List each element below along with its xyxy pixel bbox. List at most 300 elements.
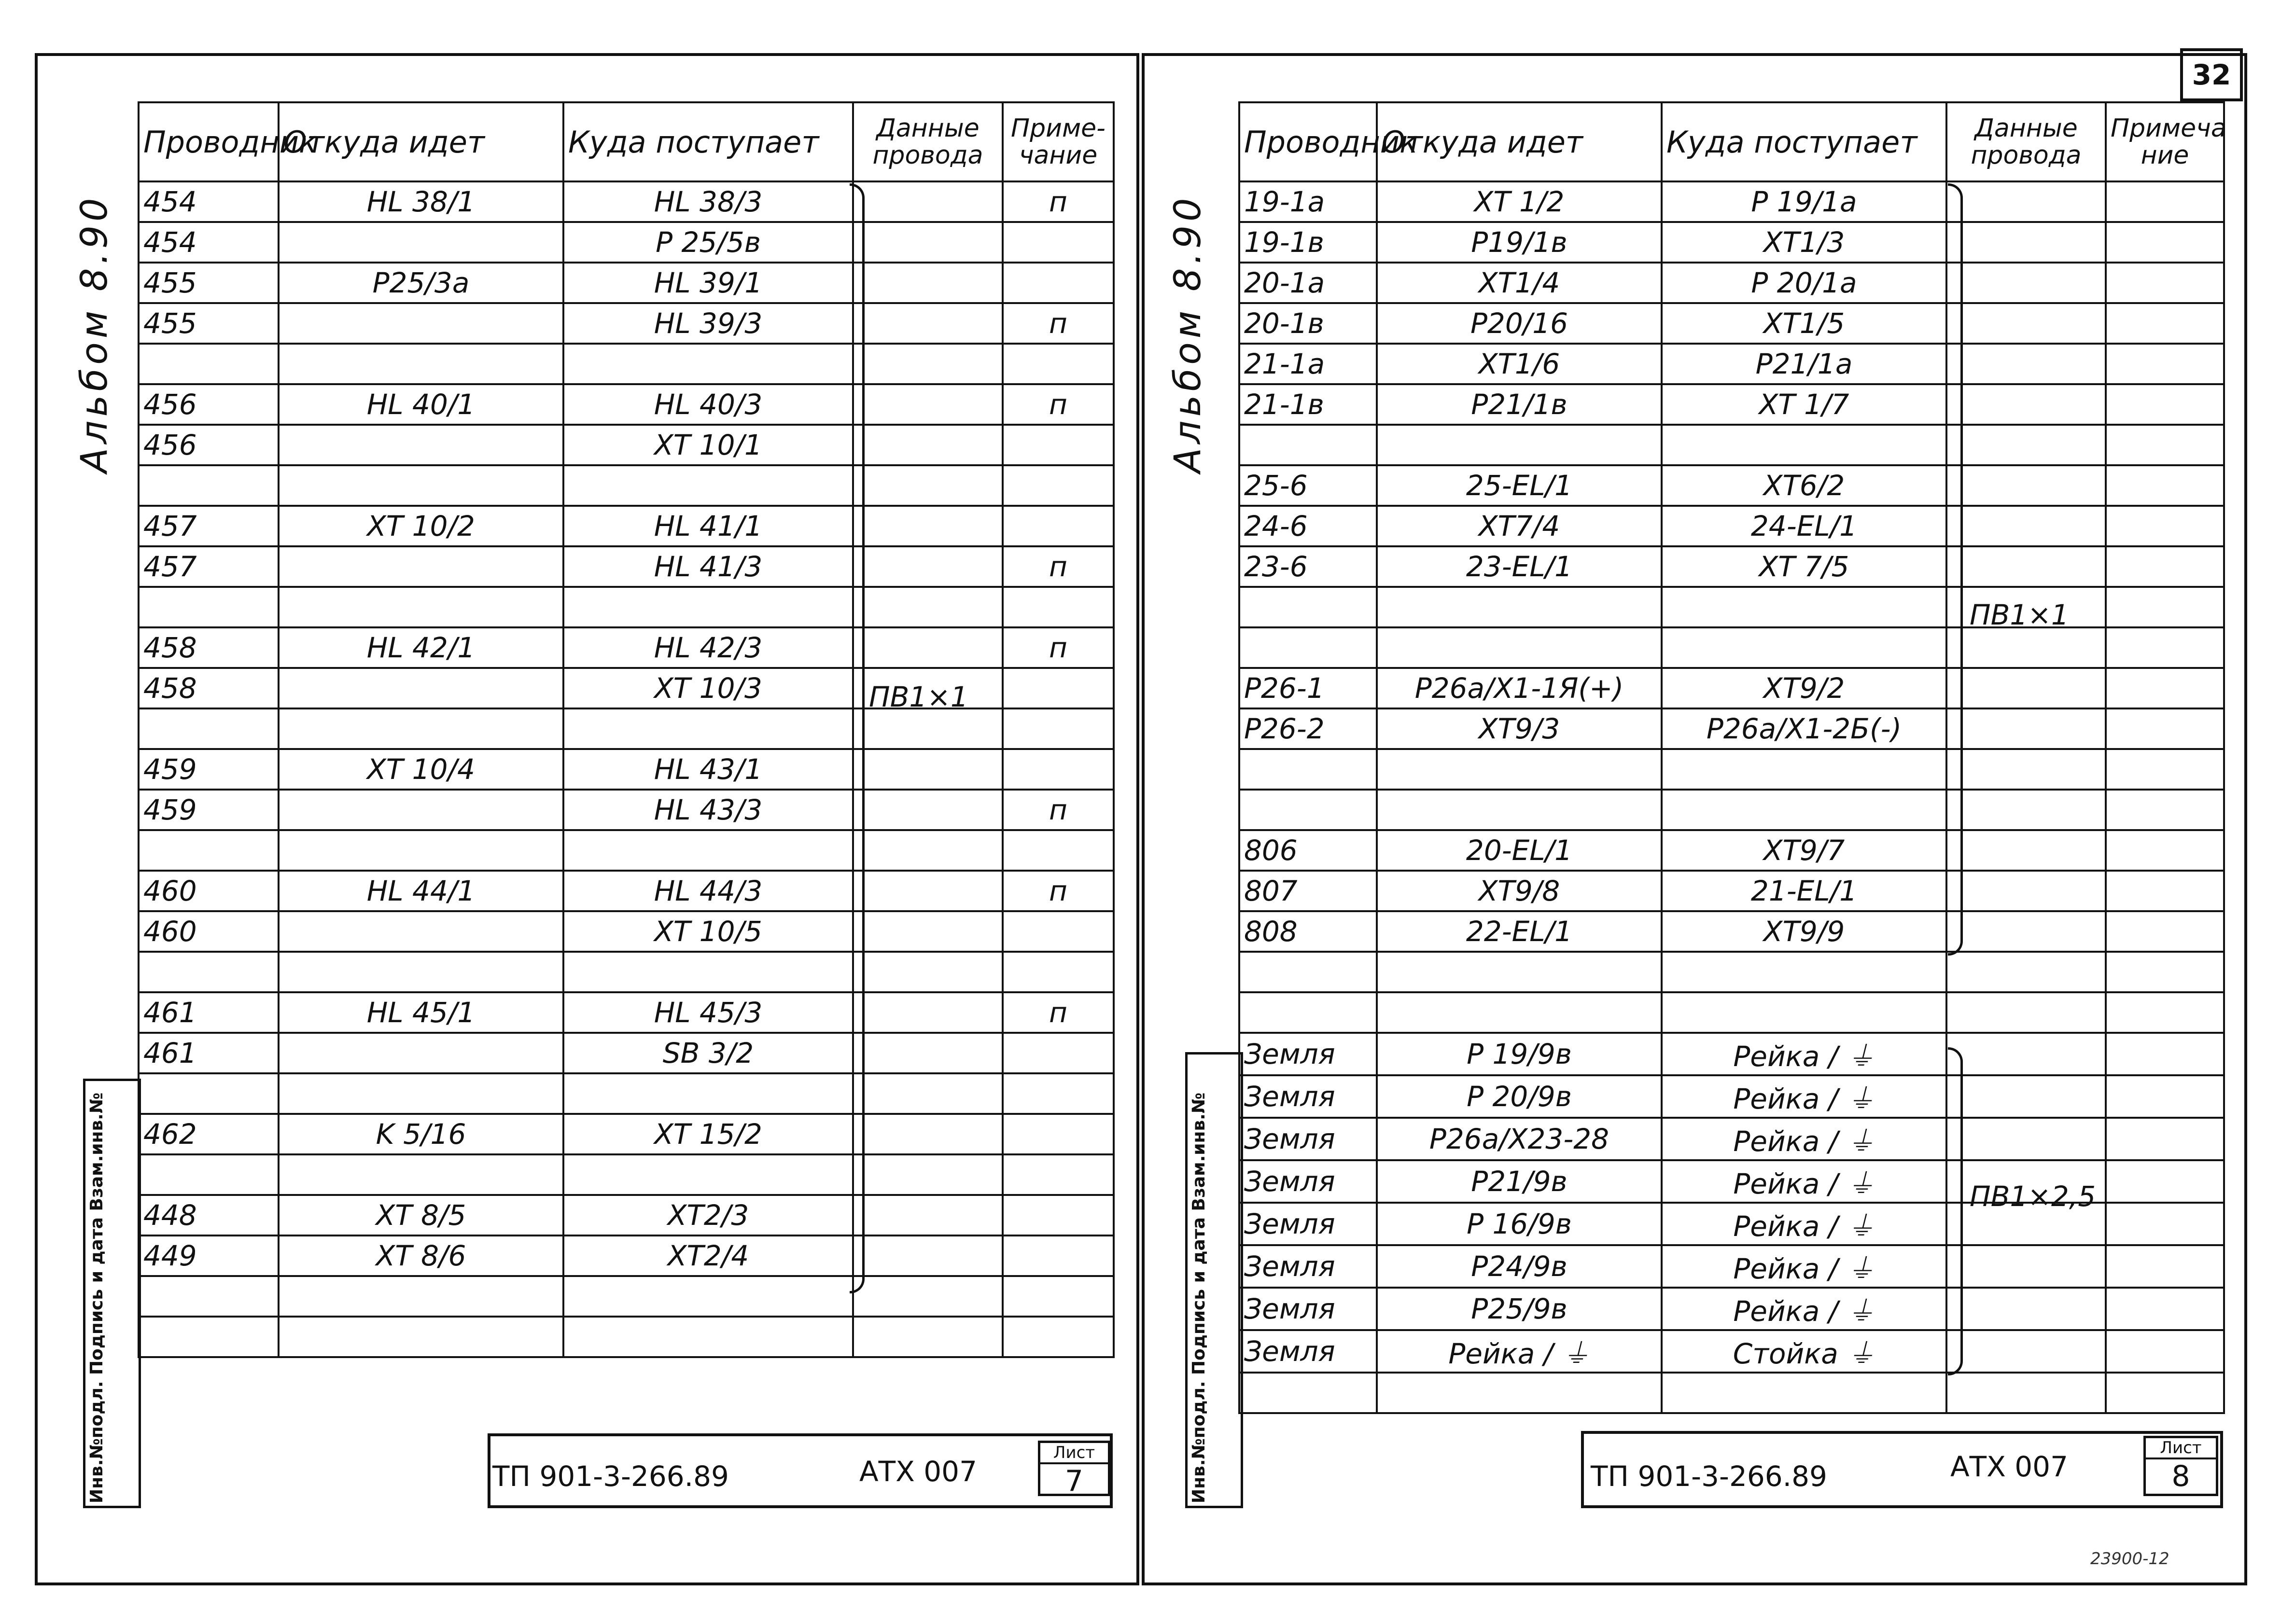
cell-note xyxy=(2106,708,2224,749)
cell-conductor xyxy=(1239,425,1377,465)
cell-wire-data xyxy=(1946,181,2106,222)
cell-conductor: 19-1а xyxy=(1239,181,1377,222)
header-conductor: Проводник xyxy=(139,102,279,181)
cell-conductor: 459 xyxy=(139,749,279,790)
header-wire-data: Данные провода xyxy=(1946,102,2106,181)
cell-wire-data xyxy=(1946,425,2106,465)
table-row xyxy=(139,181,1114,222)
cell-conductor: 461 xyxy=(139,992,279,1033)
cell-conductor xyxy=(139,830,279,871)
cell-from xyxy=(279,425,563,465)
cell-wire-data xyxy=(1946,344,2106,384)
table-row xyxy=(1239,384,2224,425)
cell-wire-data xyxy=(853,790,1003,830)
cell-from: XT9/3 xyxy=(1377,708,1662,749)
cell-to: 21-EL/1 xyxy=(1662,871,1946,911)
cell-note xyxy=(2106,181,2224,222)
cell-to xyxy=(563,830,853,871)
table-row xyxy=(1239,587,2224,627)
cell-note xyxy=(2106,344,2224,384)
cell-conductor: 456 xyxy=(139,425,279,465)
cell-note xyxy=(2106,303,2224,344)
table-row xyxy=(1239,1288,2224,1330)
cell-to: XT6/2 xyxy=(1662,465,1946,506)
cell-note xyxy=(2106,1288,2224,1330)
left-sheet-number: 7 xyxy=(1064,1464,1084,1498)
cell-from: XT 10/4 xyxy=(279,749,563,790)
cell-from: HL 45/1 xyxy=(279,992,563,1033)
header-from: Откуда идет xyxy=(279,102,563,181)
cell-conductor xyxy=(1239,952,1377,992)
cell-from: XT 8/6 xyxy=(279,1235,563,1276)
cell-conductor xyxy=(139,465,279,506)
cell-to: HL 43/3 xyxy=(563,790,853,830)
cell-from xyxy=(279,1276,563,1317)
cell-note xyxy=(1003,1317,1114,1357)
cell-conductor: 19-1в xyxy=(1239,222,1377,263)
cell-to: Рейка / ⏚ xyxy=(1662,1075,1946,1118)
cell-to xyxy=(563,952,853,992)
cell-wire-data xyxy=(853,384,1003,425)
cell-note: п xyxy=(1003,384,1114,425)
cell-to: HL 39/1 xyxy=(563,263,853,303)
cell-from: XT 1/2 xyxy=(1377,181,1662,222)
cell-to xyxy=(563,344,853,384)
cell-conductor: Земля xyxy=(1239,1245,1377,1288)
cell-from: XT9/8 xyxy=(1377,871,1662,911)
left-wiring-table xyxy=(138,101,1115,1358)
cell-from xyxy=(279,708,563,749)
cell-conductor: 25-6 xyxy=(1239,465,1377,506)
cell-wire-data xyxy=(853,1195,1003,1235)
cell-note xyxy=(2106,1203,2224,1245)
cell-conductor: 807 xyxy=(1239,871,1377,911)
table-row xyxy=(1239,749,2224,790)
table-row xyxy=(139,1154,1114,1195)
cell-conductor: 456 xyxy=(139,384,279,425)
cell-from: Р21/1в xyxy=(1377,384,1662,425)
table-row xyxy=(1239,546,2224,587)
cell-note xyxy=(1003,1276,1114,1317)
table-row xyxy=(139,830,1114,871)
cell-wire-data xyxy=(1946,830,2106,871)
cell-from: Р19/1в xyxy=(1377,222,1662,263)
cell-to: Рейка / ⏚ xyxy=(1662,1288,1946,1330)
cell-wire-data xyxy=(853,749,1003,790)
right-table-header xyxy=(1239,102,2224,181)
cell-to: XT 1/7 xyxy=(1662,384,1946,425)
table-row xyxy=(139,1114,1114,1154)
cell-note xyxy=(1003,1073,1114,1114)
cell-note: п xyxy=(1003,627,1114,668)
cell-from xyxy=(279,587,563,627)
left-doc-id: АТХ 007 xyxy=(859,1455,977,1488)
cell-wire-data xyxy=(1946,1373,2106,1413)
cell-conductor: 461 xyxy=(139,1033,279,1073)
cell-from xyxy=(1377,992,1662,1033)
cell-wire-data xyxy=(853,1114,1003,1154)
cell-to xyxy=(1662,1373,1946,1413)
cell-conductor: 21-1в xyxy=(1239,384,1377,425)
cell-note xyxy=(2106,952,2224,992)
cell-to xyxy=(1662,587,1946,627)
cell-conductor: 458 xyxy=(139,668,279,708)
cell-conductor: 448 xyxy=(139,1195,279,1235)
cell-to: XT 10/1 xyxy=(563,425,853,465)
cell-wire-data xyxy=(853,344,1003,384)
cell-to xyxy=(563,1276,853,1317)
cell-to: 24-EL/1 xyxy=(1662,506,1946,546)
table-row xyxy=(1239,344,2224,384)
cell-to: XT 15/2 xyxy=(563,1114,853,1154)
right-sheet-caption: Лист xyxy=(2146,1438,2216,1459)
cell-note xyxy=(1003,344,1114,384)
cell-to: HL 45/3 xyxy=(563,992,853,1033)
cell-conductor: 455 xyxy=(139,263,279,303)
cell-note xyxy=(2106,506,2224,546)
cell-wire-data xyxy=(1946,708,2106,749)
right-wiring-table xyxy=(1238,101,2225,1414)
cell-from xyxy=(279,344,563,384)
cell-to: Рейка / ⏚ xyxy=(1662,1033,1946,1075)
cell-to: XT 10/3 xyxy=(563,668,853,708)
cell-note xyxy=(2106,749,2224,790)
left-doc-code: ТП 901-3-266.89 xyxy=(492,1460,729,1493)
table-row xyxy=(1239,830,2224,871)
table-row xyxy=(139,384,1114,425)
cell-conductor: Земля xyxy=(1239,1033,1377,1075)
table-row xyxy=(1239,1075,2224,1118)
cell-to: XT 7/5 xyxy=(1662,546,1946,587)
cell-to: XT9/2 xyxy=(1662,668,1946,708)
cell-from: XT1/6 xyxy=(1377,344,1662,384)
cell-conductor xyxy=(139,708,279,749)
cell-to xyxy=(563,587,853,627)
cell-wire-data xyxy=(853,708,1003,749)
cell-wire-data xyxy=(1946,1033,2106,1075)
cell-from: Р26а/X1-1Я(+) xyxy=(1377,668,1662,708)
cell-from: Р24/9в xyxy=(1377,1245,1662,1288)
cell-from xyxy=(279,668,563,708)
cell-conductor xyxy=(1239,992,1377,1033)
cell-wire-data xyxy=(1946,1075,2106,1118)
cell-note xyxy=(1003,830,1114,871)
cell-conductor: 460 xyxy=(139,911,279,952)
cell-conductor: 808 xyxy=(1239,911,1377,952)
cell-wire-data xyxy=(1946,1330,2106,1373)
cell-wire-data xyxy=(853,425,1003,465)
cell-from: 20-EL/1 xyxy=(1377,830,1662,871)
cell-from xyxy=(279,952,563,992)
cell-note xyxy=(1003,708,1114,749)
table-row xyxy=(139,708,1114,749)
cell-note: п xyxy=(1003,790,1114,830)
cell-from: Р20/16 xyxy=(1377,303,1662,344)
table-row xyxy=(139,506,1114,546)
cell-wire-data xyxy=(853,871,1003,911)
table-row xyxy=(1239,1373,2224,1413)
cell-note xyxy=(2106,830,2224,871)
cell-conductor: 24-6 xyxy=(1239,506,1377,546)
cell-to: HL 43/1 xyxy=(563,749,853,790)
cell-to: HL 44/3 xyxy=(563,871,853,911)
header-conductor: Проводник xyxy=(1239,102,1377,181)
cell-from: HL 42/1 xyxy=(279,627,563,668)
table-row xyxy=(139,952,1114,992)
cell-from xyxy=(1377,627,1662,668)
cell-note xyxy=(1003,1195,1114,1235)
cell-from: HL 40/1 xyxy=(279,384,563,425)
cell-note xyxy=(2106,1245,2224,1288)
right-side-strip-text: Инв.№подл. Подпись и дата Взам.инв.№ xyxy=(1189,1092,1209,1503)
cell-wire-data xyxy=(853,1154,1003,1195)
cell-from xyxy=(279,830,563,871)
cell-wire-data xyxy=(1946,1118,2106,1160)
table-row xyxy=(1239,952,2224,992)
cell-from: XT7/4 xyxy=(1377,506,1662,546)
cell-conductor: 23-6 xyxy=(1239,546,1377,587)
cell-conductor: 20-1а xyxy=(1239,263,1377,303)
table-row xyxy=(1239,911,2224,952)
header-wire-data: Данные провода xyxy=(853,102,1003,181)
cell-conductor: Р26-1 xyxy=(1239,668,1377,708)
right-wire-brace-1 xyxy=(1948,183,1963,956)
cell-to: XT9/9 xyxy=(1662,911,1946,952)
cell-to: HL 41/1 xyxy=(563,506,853,546)
cell-from: XT 8/5 xyxy=(279,1195,563,1235)
cell-from: HL 44/1 xyxy=(279,871,563,911)
cell-wire-data xyxy=(853,627,1003,668)
cell-wire-data xyxy=(1946,384,2106,425)
table-row xyxy=(1239,465,2224,506)
cell-wire-data xyxy=(853,506,1003,546)
header-to: Куда поступает xyxy=(1662,102,1946,181)
table-row xyxy=(139,1033,1114,1073)
table-row xyxy=(139,587,1114,627)
table-row xyxy=(139,465,1114,506)
cell-from xyxy=(279,546,563,587)
cell-conductor: 449 xyxy=(139,1235,279,1276)
cell-note xyxy=(2106,425,2224,465)
table-row xyxy=(1239,992,2224,1033)
table-row xyxy=(1239,263,2224,303)
right-wire-label-2: ПВ1×2,5 xyxy=(1970,1180,2096,1213)
cell-from: 22-EL/1 xyxy=(1377,911,1662,952)
cell-note: п xyxy=(1003,303,1114,344)
table-row xyxy=(1239,303,2224,344)
cell-wire-data xyxy=(853,181,1003,222)
cell-from: 23-EL/1 xyxy=(1377,546,1662,587)
table-row xyxy=(139,627,1114,668)
cell-to: Рейка / ⏚ xyxy=(1662,1118,1946,1160)
cell-note xyxy=(2106,1075,2224,1118)
cell-wire-data xyxy=(853,1317,1003,1357)
cell-note xyxy=(1003,668,1114,708)
cell-note xyxy=(1003,1114,1114,1154)
cell-to: XT2/4 xyxy=(563,1235,853,1276)
cell-conductor xyxy=(1239,749,1377,790)
cell-wire-data xyxy=(853,587,1003,627)
cell-from xyxy=(279,1154,563,1195)
cell-note xyxy=(1003,222,1114,263)
cell-note: п xyxy=(1003,871,1114,911)
cell-to: XT 10/5 xyxy=(563,911,853,952)
cell-wire-data xyxy=(1946,749,2106,790)
cell-note: п xyxy=(1003,992,1114,1033)
cell-conductor: 454 xyxy=(139,222,279,263)
cell-conductor: Земля xyxy=(1239,1330,1377,1373)
table-row xyxy=(139,263,1114,303)
cell-note xyxy=(2106,1033,2224,1075)
cell-from xyxy=(279,911,563,952)
table-row xyxy=(1239,627,2224,668)
cell-from xyxy=(279,1317,563,1357)
cell-conductor xyxy=(139,587,279,627)
cell-to: Р26а/X1-2Б(-) xyxy=(1662,708,1946,749)
cell-conductor xyxy=(139,1276,279,1317)
cell-to xyxy=(1662,627,1946,668)
table-row xyxy=(139,303,1114,344)
cell-note xyxy=(2106,1330,2224,1373)
cell-note xyxy=(1003,911,1114,952)
cell-from: Рейка / ⏚ xyxy=(1377,1330,1662,1373)
left-sheet-box xyxy=(1038,1441,1110,1496)
cell-from: HL 38/1 xyxy=(279,181,563,222)
cell-note xyxy=(2106,992,2224,1033)
cell-wire-data xyxy=(853,1235,1003,1276)
cell-to: Рейка / ⏚ xyxy=(1662,1245,1946,1288)
table-row xyxy=(1239,790,2224,830)
cell-to xyxy=(1662,992,1946,1033)
cell-wire-data xyxy=(853,911,1003,952)
cell-note xyxy=(2106,1160,2224,1203)
cell-from: K 5/16 xyxy=(279,1114,563,1154)
table-row xyxy=(1239,871,2224,911)
table-row xyxy=(1239,425,2224,465)
table-row xyxy=(139,222,1114,263)
cell-wire-data xyxy=(1946,992,2106,1033)
cell-wire-data xyxy=(853,222,1003,263)
cell-from xyxy=(279,790,563,830)
table-row xyxy=(139,749,1114,790)
table-row xyxy=(139,790,1114,830)
cell-conductor xyxy=(139,1317,279,1357)
header-note: Приме- чание xyxy=(1003,102,1114,181)
table-row xyxy=(139,1276,1114,1317)
cell-to: HL 40/3 xyxy=(563,384,853,425)
cell-note xyxy=(1003,952,1114,992)
right-wire-brace-2 xyxy=(1948,1047,1963,1375)
cell-conductor xyxy=(1239,790,1377,830)
cell-conductor: Земля xyxy=(1239,1075,1377,1118)
cell-wire-data xyxy=(1946,506,2106,546)
cell-from xyxy=(279,1073,563,1114)
right-doc-id: АТХ 007 xyxy=(1950,1450,2068,1483)
cell-note xyxy=(1003,749,1114,790)
cell-to: Р 19/1а xyxy=(1662,181,1946,222)
cell-note xyxy=(1003,1033,1114,1073)
cell-wire-data xyxy=(1946,1245,2106,1288)
cell-from xyxy=(279,222,563,263)
table-row xyxy=(1239,1118,2224,1160)
cell-wire-data xyxy=(1946,263,2106,303)
cell-note xyxy=(2106,222,2224,263)
cell-from: XT 10/2 xyxy=(279,506,563,546)
cell-wire-data xyxy=(853,952,1003,992)
cell-conductor: 458 xyxy=(139,627,279,668)
cell-note xyxy=(1003,425,1114,465)
right-sheet-number: 8 xyxy=(2171,1459,2190,1493)
cell-note xyxy=(2106,546,2224,587)
cell-note xyxy=(2106,384,2224,425)
cell-conductor: 455 xyxy=(139,303,279,344)
table-row xyxy=(1239,1033,2224,1075)
cell-wire-data xyxy=(1946,871,2106,911)
cell-wire-data xyxy=(853,830,1003,871)
header-note: Примеча ние xyxy=(2106,102,2224,181)
cell-conductor: Земля xyxy=(1239,1203,1377,1245)
table-row xyxy=(139,871,1114,911)
table-row xyxy=(1239,1245,2224,1288)
cell-wire-data xyxy=(853,303,1003,344)
cell-from: Р25/9в xyxy=(1377,1288,1662,1330)
footer-mark: 23900-12 xyxy=(2090,1549,2169,1568)
cell-conductor: 462 xyxy=(139,1114,279,1154)
album-label-right: Альбом 8.90 xyxy=(1166,194,1209,473)
cell-conductor xyxy=(139,952,279,992)
cell-note xyxy=(2106,587,2224,627)
cell-from: Р 16/9в xyxy=(1377,1203,1662,1245)
table-row xyxy=(139,1235,1114,1276)
cell-conductor xyxy=(139,1073,279,1114)
left-table-header xyxy=(139,102,1114,181)
cell-to: HL 41/3 xyxy=(563,546,853,587)
cell-from xyxy=(1377,587,1662,627)
table-row xyxy=(139,992,1114,1033)
cell-to: XT1/5 xyxy=(1662,303,1946,344)
cell-wire-data xyxy=(853,263,1003,303)
cell-to: XT2/3 xyxy=(563,1195,853,1235)
cell-wire-data xyxy=(1946,465,2106,506)
cell-to: XT1/3 xyxy=(1662,222,1946,263)
cell-from xyxy=(1377,1373,1662,1413)
cell-from: Р21/9в xyxy=(1377,1160,1662,1203)
cell-to: SB 3/2 xyxy=(563,1033,853,1073)
cell-note xyxy=(2106,1373,2224,1413)
album-label-left: Альбом 8.90 xyxy=(72,194,115,473)
cell-wire-data xyxy=(1946,303,2106,344)
cell-wire-data xyxy=(1946,627,2106,668)
table-row xyxy=(139,1073,1114,1114)
table-row xyxy=(139,344,1114,384)
table-row xyxy=(139,425,1114,465)
table-row xyxy=(139,1317,1114,1357)
cell-wire-data xyxy=(853,1276,1003,1317)
cell-to: HL 38/3 xyxy=(563,181,853,222)
cell-conductor xyxy=(1239,1373,1377,1413)
cell-note xyxy=(2106,465,2224,506)
cell-note xyxy=(1003,465,1114,506)
cell-wire-data xyxy=(853,1073,1003,1114)
cell-to: HL 42/3 xyxy=(563,627,853,668)
cell-wire-data xyxy=(1946,222,2106,263)
cell-from xyxy=(279,465,563,506)
left-sheet-caption: Лист xyxy=(1040,1443,1108,1464)
cell-note xyxy=(2106,263,2224,303)
cell-to: Р21/1а xyxy=(1662,344,1946,384)
cell-to: Стойка ⏚ xyxy=(1662,1330,1946,1373)
table-row xyxy=(139,911,1114,952)
